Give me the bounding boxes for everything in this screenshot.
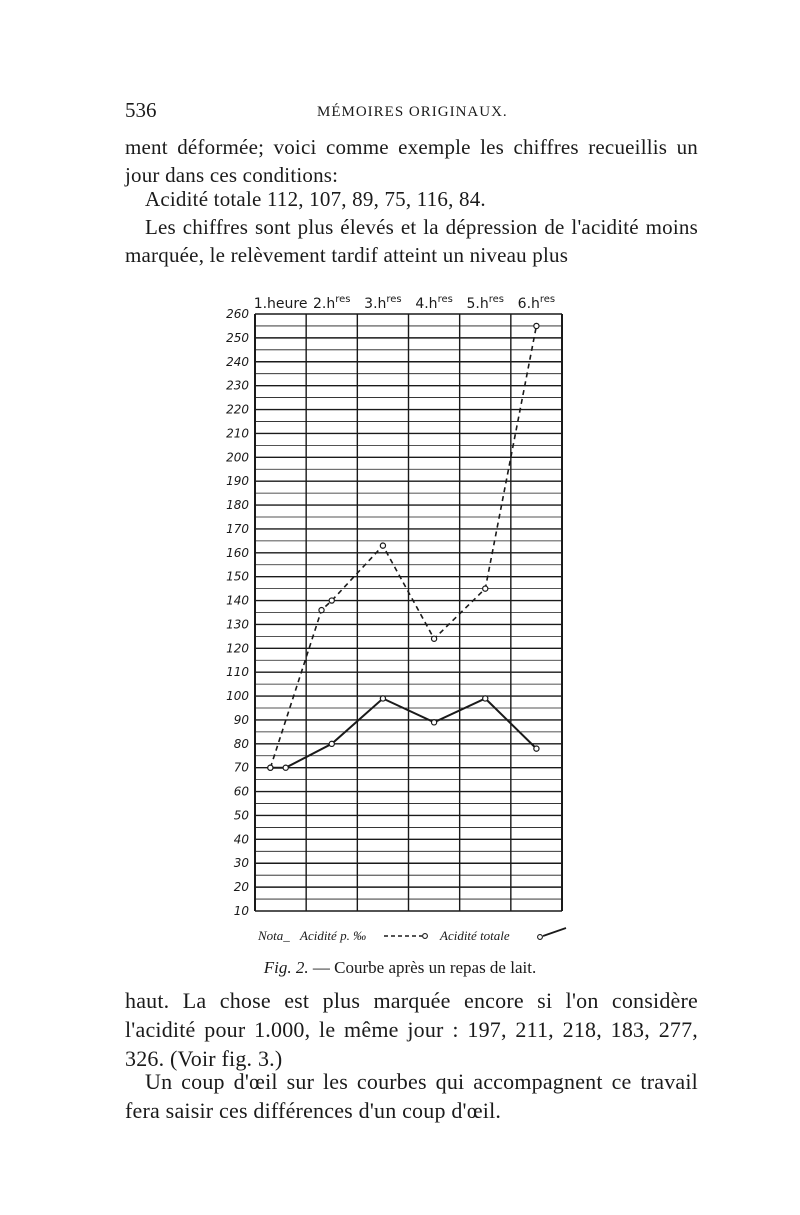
legend-prefix: Nota_ bbox=[258, 928, 290, 943]
y-tick-label: 70 bbox=[233, 760, 249, 775]
legend-label-acidite-per-mille: Acidité p. ‰ bbox=[300, 928, 367, 943]
y-tick-label: 260 bbox=[226, 307, 249, 321]
data-point-acidite-totale bbox=[534, 746, 539, 751]
y-tick-label: 50 bbox=[233, 808, 249, 823]
figure-caption bbox=[0, 958, 800, 978]
y-tick-label: 160 bbox=[226, 545, 249, 560]
y-tick-label: 40 bbox=[233, 832, 249, 847]
series-line-acidite-per-mille bbox=[270, 326, 536, 768]
y-tick-label: 60 bbox=[233, 784, 249, 799]
y-tick-label: 220 bbox=[226, 402, 249, 417]
y-tick-label: 120 bbox=[226, 641, 249, 656]
y-tick-label: 180 bbox=[226, 498, 249, 513]
x-tick-label: $6.h^{res}$ bbox=[517, 294, 556, 312]
legend-label-acidite-totale: Acidité totale bbox=[440, 928, 510, 943]
y-tick-label: 10 bbox=[233, 904, 249, 918]
data-point-acidite-totale bbox=[268, 765, 273, 770]
paragraph-per-thousand: haut. La chose est plus marquée encore si l'on considère l'acidité pour 1.000, le même jour : 197, 211, 218, 183, 277, 326. (Voir fig. 3.) bbox=[125, 988, 698, 1071]
x-tick-label: $5.h^{res}$ bbox=[466, 294, 504, 312]
y-tick-label: 150 bbox=[226, 569, 249, 584]
y-tick-label: 30 bbox=[233, 856, 249, 871]
y-tick-label: 130 bbox=[226, 617, 249, 632]
y-tick-label: 210 bbox=[226, 426, 249, 441]
data-point-acidite-per-mille bbox=[483, 586, 488, 591]
data-point-acidite-totale bbox=[380, 696, 385, 701]
paragraph-acidity-values: Acidité totale 112, 107, 89, 75, 116, 84. bbox=[145, 187, 486, 211]
y-tick-label: 80 bbox=[233, 736, 249, 751]
data-point-acidite-per-mille bbox=[329, 598, 334, 603]
page-number: 536 bbox=[125, 98, 157, 122]
data-point-acidite-totale bbox=[483, 696, 488, 701]
y-tick-label: 250 bbox=[226, 330, 249, 345]
y-tick-label: 100 bbox=[226, 689, 249, 704]
data-point-acidite-totale bbox=[329, 741, 334, 746]
data-point-acidite-per-mille bbox=[319, 608, 324, 613]
y-tick-label: 170 bbox=[226, 521, 249, 536]
data-point-acidite-per-mille bbox=[534, 323, 539, 328]
series-line-acidite-totale bbox=[270, 699, 536, 768]
x-tick-label: $2.h^{res}$ bbox=[313, 294, 351, 312]
paragraph-intro: ment déformée; voici comme exemple les chiffres recueillis un jour dans ces conditions: bbox=[125, 135, 698, 187]
y-tick-label: 140 bbox=[226, 593, 249, 608]
y-tick-label: 200 bbox=[226, 450, 249, 465]
y-tick-label: 90 bbox=[233, 712, 249, 727]
y-tick-label: 20 bbox=[233, 880, 249, 895]
data-point-acidite-totale bbox=[283, 765, 288, 770]
figure-label: Fig. 2. bbox=[263, 958, 309, 977]
legend-marker-dashed bbox=[423, 934, 428, 939]
x-tick-label: $3.h^{res}$ bbox=[364, 294, 402, 312]
paragraph-conclusion: Un coup d'œil sur les courbes qui accompagnent ce travail fera saisir ces différences d'un coup d'œil. bbox=[125, 1069, 698, 1123]
legend-marker-solid bbox=[538, 935, 543, 940]
running-head: MÉMOIRES ORIGINAUX. bbox=[317, 104, 508, 120]
x-tick-label: $4.h^{res}$ bbox=[415, 294, 453, 312]
y-tick-label: 230 bbox=[226, 378, 249, 393]
legend-swatch-solid bbox=[543, 928, 566, 936]
x-tick-label: 1.heure bbox=[253, 296, 308, 312]
y-tick-label: 110 bbox=[226, 665, 249, 680]
data-point-acidite-totale bbox=[431, 720, 436, 725]
data-point-acidite-per-mille bbox=[431, 636, 436, 641]
y-tick-label: 190 bbox=[226, 474, 249, 489]
data-point-acidite-per-mille bbox=[380, 543, 385, 548]
y-tick-label: 240 bbox=[226, 354, 249, 369]
figure-caption-text: — Courbe après un repas de lait. bbox=[312, 958, 537, 977]
paragraph-comparison: Les chiffres sont plus élevés et la dépression de l'acidité moins marquée, le relèvement tardif atteint un niveau plus bbox=[125, 215, 698, 267]
